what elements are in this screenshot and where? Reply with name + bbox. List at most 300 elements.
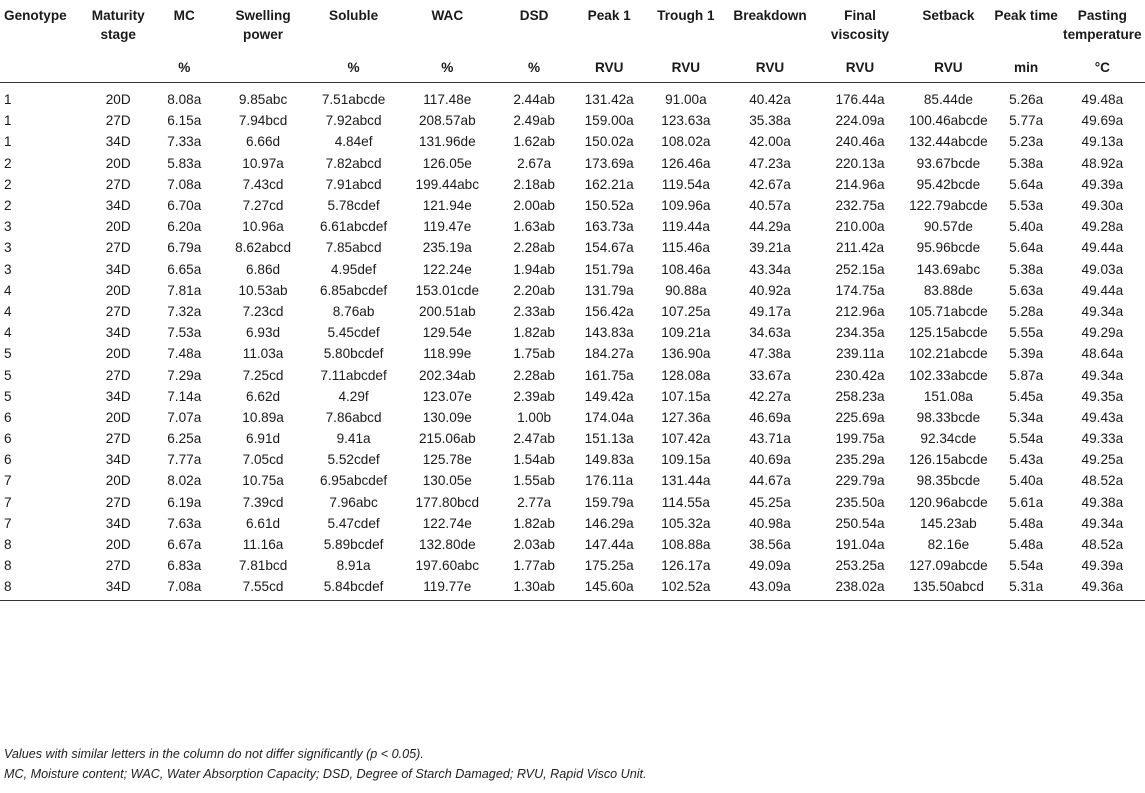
table-cell: 5.28a (1009, 303, 1044, 319)
table-cell: 127.36a (661, 409, 711, 425)
units-row (0, 52, 1145, 83)
table-cell: 85.44de (923, 92, 973, 108)
table-cell: 95.42bcde (916, 176, 981, 192)
table-cell: 27D (105, 494, 131, 510)
table-cell: 6.85abcdef (319, 282, 388, 298)
col-header-maturity-stage: Maturity stage (91, 8, 145, 42)
unit-swelling-power (216, 52, 310, 83)
table-cell: 5.31a (993, 576, 1060, 600)
table-cell: 7.92abcd (325, 113, 382, 129)
table-cell: 7.11abcdef (320, 367, 387, 383)
col-header-breakdown: Breakdown (733, 8, 807, 23)
table-cell: 107.15a (661, 388, 711, 404)
table-cell: 199.75a (835, 431, 885, 447)
table-cell: 45.25a (749, 494, 791, 510)
table-cell: 250.54a (835, 515, 885, 531)
table-cell: 105.71abcde (909, 303, 988, 319)
table-cell: 27D (105, 367, 131, 383)
col-header-dsd: DSD (519, 8, 549, 23)
table-row (0, 386, 1145, 407)
table-cell: 10.97a (242, 155, 284, 171)
table-cell: 7.63a (167, 515, 202, 531)
table-cell: 5.89bcdef (323, 537, 384, 553)
table-cell: 1.30ab (497, 576, 570, 600)
table-cell: 34D (105, 452, 131, 468)
table-cell: 93.67bcde (916, 155, 981, 171)
table-cell: 27D (105, 303, 131, 319)
table-cell: 4 (4, 282, 12, 298)
table-cell: 47.38a (749, 346, 791, 362)
table-cell: 130.05e (422, 473, 472, 489)
table-cell: 35.38a (749, 113, 791, 129)
table-cell: 3 (4, 261, 12, 277)
table-cell: 119.77e (397, 576, 497, 600)
table-cell: 48.64a (1081, 346, 1124, 362)
unit-soluble: % (310, 52, 397, 83)
table-cell: 8 (4, 537, 12, 553)
table-cell: 199.44abc (415, 176, 480, 192)
table-cell: 232.75a (835, 198, 885, 214)
table-cell: 122.24e (422, 261, 472, 277)
table-cell: 177.80bcd (415, 494, 480, 510)
table-cell: 173.69a (584, 155, 634, 171)
table-cell: 49.34a (1081, 367, 1124, 383)
table-cell: 20D (105, 282, 131, 298)
col-header-genotype: Genotype (4, 8, 67, 23)
table-cell: 147.44a (584, 537, 634, 553)
table-cell: 27D (105, 558, 131, 574)
table-cell: 6.95abcdef (319, 473, 388, 489)
table-cell: 4 (4, 303, 12, 319)
table-cell: 92.34cde (920, 431, 977, 447)
table-row (0, 407, 1145, 428)
table-cell: 43.09a (724, 576, 816, 600)
table-cell: 229.79a (835, 473, 885, 489)
table-row (0, 83, 1145, 111)
table-cell: 150.02a (584, 134, 634, 150)
table-cell: 1 (4, 134, 12, 150)
table-cell: 6.61abcdef (319, 219, 388, 235)
table-cell: 119.47e (423, 219, 472, 235)
table-cell: 1.55ab (513, 473, 555, 489)
table-cell: 7.23cd (242, 303, 284, 319)
table-cell: 214.96a (835, 176, 885, 192)
table-cell: 20D (105, 346, 131, 362)
table-cell: 49.44a (1081, 240, 1124, 256)
table-cell: 7.39cd (242, 494, 284, 510)
table-cell: 20D (105, 473, 131, 489)
table-cell: 2.67a (517, 155, 552, 171)
table-row (0, 364, 1145, 385)
table-cell: 7.07a (167, 409, 202, 425)
table-cell: 43.71a (749, 431, 791, 447)
table-cell: 191.04a (835, 537, 885, 553)
table-cell: 143.69abc (916, 261, 981, 277)
table-cell: 48.92a (1081, 155, 1124, 171)
table-cell: 200.51ab (418, 303, 476, 319)
table-cell: 44.67a (749, 473, 791, 489)
table-cell: 176.44a (835, 92, 885, 108)
table-cell: 132.80de (418, 537, 476, 553)
table-cell: 38.56a (749, 537, 791, 553)
table-cell: 5.48a (1009, 537, 1044, 553)
unit-genotype (0, 52, 84, 83)
table-cell: 2.20ab (513, 282, 555, 298)
table-cell: 197.60abc (415, 558, 480, 574)
table-cell: 34D (105, 261, 131, 277)
table-cell: 40.92a (749, 282, 791, 298)
table-cell: 42.67a (749, 176, 791, 192)
table-cell: 131.96de (418, 134, 476, 150)
table-cell: 4.29f (338, 388, 369, 404)
table-cell: 9.85abc (238, 92, 288, 108)
table-cell: 126.17a (661, 558, 711, 574)
table-cell: 7.91abcd (325, 176, 382, 192)
table-row (0, 322, 1145, 343)
table-cell: 5.83a (167, 155, 202, 171)
table-cell: 202.34ab (418, 367, 476, 383)
footnote-abbreviations: MC, Moisture content; WAC, Water Absorption Capacity; DSD, Degree of Starch Damaged; RVU, Rapid Visco Unit. (4, 767, 647, 781)
table-cell: 7.55cd (216, 576, 310, 600)
unit-peak-1: RVU (571, 52, 648, 83)
table-cell: 235.19a (422, 240, 472, 256)
table-cell: 235.50a (835, 494, 885, 510)
table-cell: 6.91d (246, 431, 281, 447)
table-cell: 121.94e (422, 198, 472, 214)
table-cell: 145.23ab (920, 515, 977, 531)
table-cell: 5.40a (1009, 473, 1044, 489)
table-cell: 2.44ab (513, 92, 555, 108)
table-row (0, 576, 1145, 600)
table-cell: 20D (105, 155, 131, 171)
table-cell: 7.33a (167, 134, 202, 150)
table-cell: 122.79abcde (909, 198, 988, 214)
table-cell: 5.64a (1009, 176, 1044, 192)
table-cell: 39.21a (749, 240, 791, 256)
table-row (0, 555, 1145, 576)
table-cell: 49.35a (1081, 388, 1124, 404)
table-cell: 2.18ab (513, 176, 555, 192)
table-cell: 146.29a (584, 515, 634, 531)
table-cell: 5.52cdef (327, 452, 380, 468)
table-cell: 161.75a (584, 367, 634, 383)
table-cell: 7.96abc (329, 494, 378, 510)
table-cell: 44.29a (749, 219, 791, 235)
table-cell: 159.79a (584, 494, 634, 510)
table-cell: 3 (4, 240, 12, 256)
table-cell: 7.77a (167, 452, 202, 468)
table-cell: 1.82ab (513, 325, 555, 341)
table-cell: 10.89a (242, 409, 284, 425)
table-cell: 5.63a (1009, 282, 1044, 298)
table-cell: 131.79a (584, 282, 634, 298)
table-row (0, 195, 1145, 216)
table-row (0, 259, 1145, 280)
table-cell: 208.57ab (418, 113, 476, 129)
table-cell: 6.15a (167, 113, 202, 129)
table-cell: 49.17a (749, 303, 791, 319)
table-cell: 1.82ab (513, 515, 555, 531)
col-header-swelling-power: Swelling power (235, 8, 291, 42)
table-cell: 6.70a (167, 198, 202, 214)
table-cell: 7.85abcd (325, 240, 382, 256)
table-cell: 8.62abcd (235, 240, 292, 256)
table-cell: 7.14a (167, 388, 202, 404)
table-cell: 125.15abcde (909, 325, 988, 341)
table-cell: 117.48e (423, 92, 472, 108)
table-cell: 2 (4, 198, 12, 214)
unit-breakdown: RVU (724, 52, 816, 83)
table-cell: 6.20a (167, 219, 202, 235)
table-cell: 34D (105, 198, 131, 214)
table-cell: 135.50abcd (904, 576, 992, 600)
table-cell: 7.94bcd (238, 113, 288, 129)
table-cell: 11.03a (242, 346, 284, 362)
table-cell: 5.40a (1009, 219, 1044, 235)
table-cell: 1 (4, 113, 12, 129)
table-cell: 5.23a (1009, 134, 1044, 150)
table-row (0, 237, 1145, 258)
table-cell: 127.09abcde (909, 558, 988, 574)
table-cell: 109.96a (661, 198, 711, 214)
table-footnotes (4, 744, 647, 784)
table-cell: 7.81a (167, 282, 202, 298)
table-cell: 6.79a (167, 240, 202, 256)
table-cell: 126.15abcde (909, 452, 988, 468)
table-cell: 1.00b (517, 409, 552, 425)
table-cell: 151.79a (584, 261, 634, 277)
table-cell: 238.02a (816, 576, 904, 600)
table-row (0, 216, 1145, 237)
table-cell: 6.62d (246, 388, 281, 404)
table-cell: 1.75ab (513, 346, 555, 362)
unit-trough-1: RVU (648, 52, 725, 83)
table-cell: 7.27cd (242, 198, 284, 214)
table-cell: 125.78e (422, 452, 472, 468)
table-row (0, 153, 1145, 174)
col-header-soluble: Soluble (329, 8, 379, 23)
table-cell: 102.33abcde (909, 367, 988, 383)
table-cell: 43.34a (749, 261, 791, 277)
table-cell: 5.53a (1009, 198, 1044, 214)
table-cell: 128.08a (661, 367, 711, 383)
table-cell: 49.13a (1081, 134, 1124, 150)
table-cell: 6.65a (167, 261, 202, 277)
table-cell: 40.57a (749, 198, 791, 214)
table-cell: 149.42a (584, 388, 634, 404)
table-cell: 33.67a (749, 367, 791, 383)
data-table (0, 6, 1145, 601)
table-cell: 105.32a (661, 515, 711, 531)
unit-pasting-temperature: °C (1060, 52, 1145, 83)
table-cell: 49.39a (1081, 176, 1124, 192)
table-cell: 4.95def (330, 261, 377, 277)
table-cell: 5 (4, 388, 12, 404)
table-cell: 109.15a (661, 452, 711, 468)
table-cell: 2.28ab (513, 240, 555, 256)
table-cell: 224.09a (835, 113, 885, 129)
table-cell: 49.25a (1081, 452, 1124, 468)
header-row (0, 6, 1145, 52)
table-cell: 10.53ab (238, 282, 288, 298)
table-row (0, 449, 1145, 470)
table-cell: 102.21abcde (909, 346, 988, 362)
table-cell: 98.35bcde (916, 473, 981, 489)
table-cell: 7.43cd (242, 176, 284, 192)
table-cell: 225.69a (835, 409, 885, 425)
col-header-peak-1: Peak 1 (587, 8, 631, 23)
table-cell: 6.66d (246, 134, 281, 150)
table-cell: 123.07e (422, 388, 472, 404)
unit-peak-time: min (993, 52, 1060, 83)
table-cell: 95.96bcde (916, 240, 981, 256)
table-cell: 5.61a (1009, 494, 1044, 510)
table-cell: 6 (4, 431, 12, 447)
table-cell: 5 (4, 346, 12, 362)
table-cell: 49.48a (1081, 92, 1124, 108)
table-row (0, 343, 1145, 364)
table-cell: 8.02a (167, 473, 202, 489)
table-cell: 234.35a (835, 325, 885, 341)
unit-maturity-stage (84, 52, 152, 83)
col-header-final-viscosity: Final viscosity (830, 8, 890, 42)
table-cell: 143.83a (584, 325, 634, 341)
table-cell: 107.25a (661, 303, 711, 319)
table-cell: 42.27a (749, 388, 791, 404)
table-cell: 132.44abcde (909, 134, 988, 150)
table-cell: 126.46a (661, 155, 711, 171)
table-cell: 174.04a (584, 409, 634, 425)
table-cell: 7 (4, 494, 12, 510)
table-cell: 40.98a (749, 515, 791, 531)
table-cell: 7.05cd (242, 452, 284, 468)
table-cell: 9.41a (336, 431, 371, 447)
table-cell: 49.39a (1081, 558, 1124, 574)
table-cell: 49.43a (1081, 409, 1124, 425)
table-cell: 6 (4, 452, 12, 468)
table-cell: 4.84ef (334, 134, 373, 150)
table-cell: 8 (0, 576, 84, 600)
table-cell: 2.77a (517, 494, 552, 510)
table-cell: 2.47ab (513, 431, 555, 447)
table-cell: 2.33ab (513, 303, 555, 319)
table-cell: 40.69a (749, 452, 791, 468)
table-cell: 34.63a (749, 325, 791, 341)
table-cell: 8.76ab (332, 303, 375, 319)
table-cell: 162.21a (584, 176, 634, 192)
table-cell: 7.08a (167, 176, 202, 192)
table-cell: 5.34a (1009, 409, 1044, 425)
table-cell: 98.33bcde (916, 409, 981, 425)
table-cell: 252.15a (835, 261, 885, 277)
table-cell: 1 (4, 92, 12, 108)
table-row (0, 131, 1145, 152)
table-cell: 159.00a (584, 113, 634, 129)
table-cell: 7.48a (167, 346, 202, 362)
unit-dsd: % (497, 52, 570, 83)
table-cell: 90.88a (665, 282, 707, 298)
table-cell: 119.54a (661, 176, 710, 192)
table-cell: 49.34a (1081, 515, 1124, 531)
table-cell: 5.54a (1009, 431, 1044, 447)
table-row (0, 534, 1145, 555)
table-cell: 5.26a (1009, 92, 1044, 108)
table-cell: 5.78cdef (327, 198, 380, 214)
table-cell: 27D (105, 176, 131, 192)
table-cell: 115.46a (661, 240, 710, 256)
table-cell: 42.00a (749, 134, 791, 150)
table-cell: 100.46abcde (909, 113, 988, 129)
table-cell: 7 (4, 515, 12, 531)
table-cell: 5.84bcdef (310, 576, 397, 600)
col-header-trough-1: Trough 1 (657, 8, 715, 23)
table-cell: 1.63ab (513, 219, 555, 235)
table-cell: 27D (105, 431, 131, 447)
table-cell: 49.36a (1060, 576, 1145, 600)
table-cell: 34D (105, 134, 131, 150)
table-cell: 136.90a (661, 346, 711, 362)
table-cell: 215.06ab (418, 431, 476, 447)
table-cell: 120.96abcde (909, 494, 988, 510)
table-cell: 145.60a (571, 576, 648, 600)
unit-wac: % (397, 52, 497, 83)
table-cell: 129.54e (422, 325, 472, 341)
table-cell: 1.94ab (513, 261, 555, 277)
table-cell: 27D (105, 113, 131, 129)
table-cell: 48.52a (1081, 537, 1124, 553)
table-cell: 210.00a (835, 219, 885, 235)
table-cell: 5.48a (1009, 515, 1044, 531)
table-cell: 5.38a (1009, 155, 1044, 171)
table-row (0, 513, 1145, 534)
table-cell: 2.39ab (513, 388, 555, 404)
table-cell: 49.28a (1081, 219, 1124, 235)
table-cell: 150.52a (584, 198, 634, 214)
table-cell: 230.42a (835, 367, 885, 383)
table-cell: 126.05e (422, 155, 472, 171)
table-cell: 176.11a (585, 473, 634, 489)
table-cell: 5.45a (1009, 388, 1044, 404)
table-cell: 20D (105, 409, 131, 425)
table-cell: 123.63a (661, 113, 711, 129)
table-cell: 151.08a (923, 388, 973, 404)
table-cell: 10.96a (242, 219, 284, 235)
table-cell: 46.69a (749, 409, 791, 425)
table-cell: 7.29a (167, 367, 202, 383)
table-row (0, 174, 1145, 195)
table-cell: 49.30a (1081, 198, 1124, 214)
table-cell: 40.42a (749, 92, 791, 108)
table-cell: 108.46a (661, 261, 711, 277)
table-cell: 5.47cdef (327, 515, 380, 531)
table-cell: 7.51abcde (321, 92, 386, 108)
table-cell: 49.34a (1081, 303, 1124, 319)
table-cell: 47.23a (749, 155, 791, 171)
table-cell: 6.25a (167, 431, 202, 447)
table-cell: 8.08a (167, 92, 202, 108)
table-cell: 5.43a (1009, 452, 1044, 468)
table-cell: 118.99e (423, 346, 472, 362)
table-cell: 49.38a (1081, 494, 1124, 510)
table-cell: 1.62ab (513, 134, 555, 150)
table-cell: 10.75a (242, 473, 284, 489)
table-cell: 34D (84, 576, 152, 600)
table-cell: 7.25cd (242, 367, 284, 383)
table-cell: 6.83a (167, 558, 202, 574)
table-cell: 5.55a (1009, 325, 1044, 341)
col-header-mc: MC (173, 8, 195, 23)
table-cell: 6.61d (246, 515, 281, 531)
